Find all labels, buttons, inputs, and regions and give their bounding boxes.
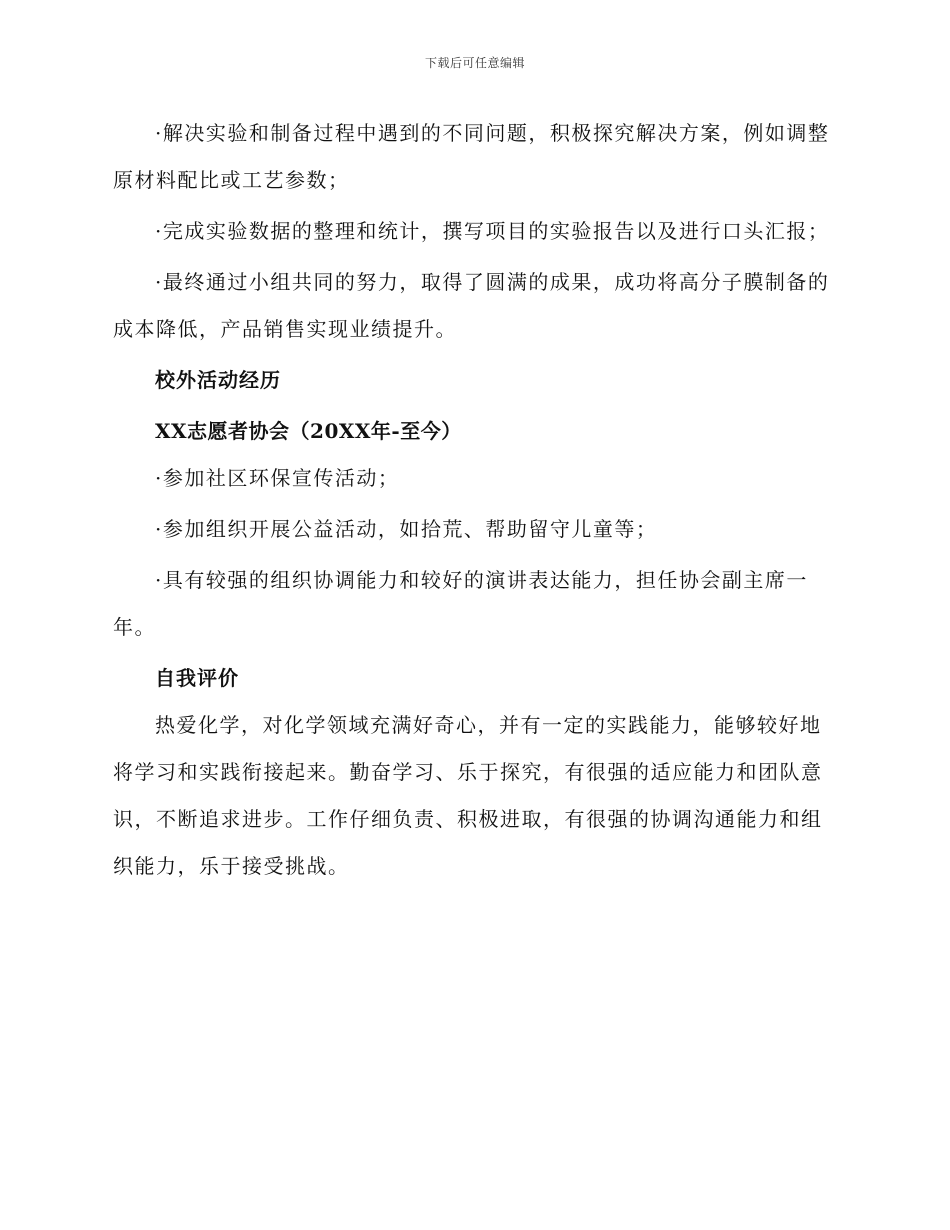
activity-item: ·参加组织开展公益活动，如拾荒、帮助留守儿童等；	[155, 517, 658, 541]
activity-item: ·具有较强的组织协调能力和较好的演讲表达能力，担任协会副主席一年。	[113, 568, 808, 639]
document-body	[113, 110, 833, 890]
section-title-activities: 校外活动经历	[155, 368, 281, 392]
bullet-paragraph: ·完成实验数据的整理和统计，撰写项目的实验报告以及进行口头汇报；	[155, 219, 830, 243]
activity-item: ·参加社区环保宣传活动；	[155, 466, 400, 490]
page-header: 下载后可任意编辑	[424, 56, 525, 70]
organization-title: XX志愿者协会（20XX年-至今）	[155, 419, 462, 443]
bullet-paragraph: ·解决实验和制备过程中遇到的不同问题，积极探究解决方案，例如调整原材料配比或工艺参数；	[113, 121, 830, 192]
bullet-paragraph: ·最终通过小组共同的努力，取得了圆满的成果，成功将高分子膜制备的成本降低，产品销售实现业绩提升。	[113, 270, 830, 341]
self-evaluation-text: 热爱化学，对化学领域充满好奇心，并有一定的实践能力，能够较好地将学习和实践衔接起来。勤奋学习、乐于探究，有很强的适应能力和团队意识，不断追求进步。工作仔细负责、积极进取，有很强的协调沟通能力和组织能力，乐于接受挑战。	[113, 713, 823, 878]
section-title-self-evaluation: 自我评价	[155, 666, 239, 690]
